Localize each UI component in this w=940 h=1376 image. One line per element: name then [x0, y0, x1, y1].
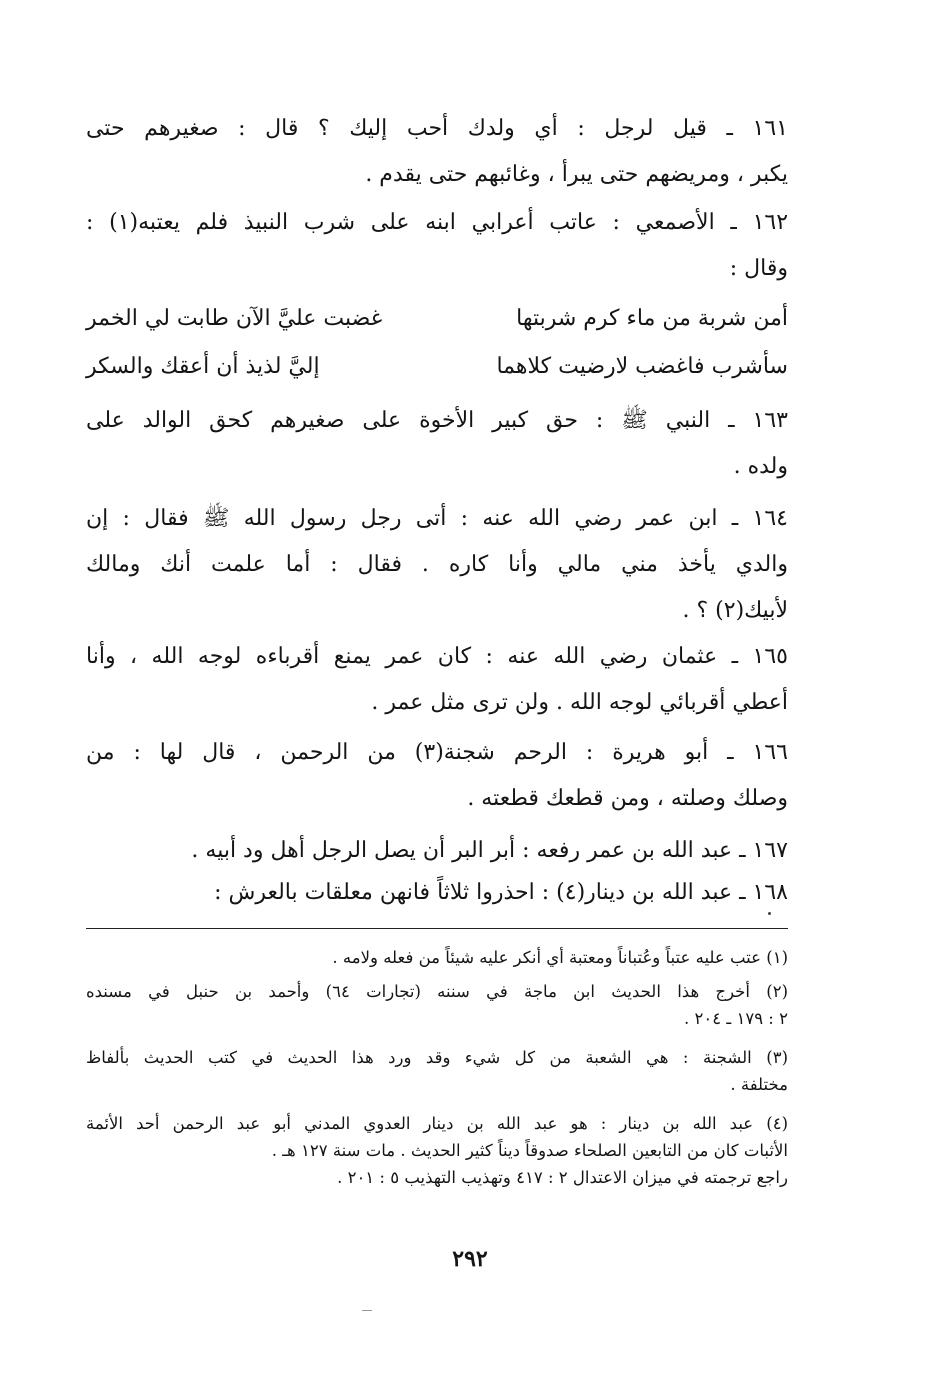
text-line: ١٦٨ ـ عبد الله بن دينار(٤) : احذروا ثلاثاً فانهن معلقات بالعرش :: [214, 880, 788, 905]
footnote-divider: [86, 928, 788, 929]
footnote-2: [86, 978, 788, 1032]
entry-162: [86, 200, 788, 292]
text-line: ١٦٦ ـ أبو هريرة : الرحم شجنة(٣) من الرحمن ، قال لها : من: [86, 740, 788, 765]
footnote-4: [86, 1110, 788, 1191]
footnote-line: (١) عتب عليه عتباً وعُتباناً ومعتبة أي أنكر عليه شيئاً من فعله ولامه .: [332, 948, 788, 967]
footnote-line: الأثبات كان من التابعين الصلحاء صدوقاً ديناً كثير الحديث . مات سنة ١٢٧ هـ .: [271, 1141, 788, 1160]
footnote-line: (٢) أخرج هذا الحديث ابن ماجة في سننه (تجارات ٦٤) وأحمد بن حنبل في مسنده: [86, 982, 788, 1001]
text-line: وقال :: [729, 256, 788, 281]
page-number: ٢٩٢: [452, 1246, 488, 1272]
entry-167: [86, 828, 788, 874]
text-line: ١٦٣ ـ النبي ﷺ : حق كبير الأخوة على صغيرهم كحق الوالد على: [86, 408, 788, 433]
text-line: ١٦٤ ـ ابن عمر رضي الله عنه : أتى رجل رسول الله ﷺ فقال : إن: [86, 506, 788, 531]
text-line: ولده .: [733, 454, 788, 479]
text-line: ١٦١ ـ قيل لرجل : أي ولدك أحب إليك ؟ قال : صغيرهم حتى: [86, 116, 788, 141]
entry-168: [86, 870, 788, 916]
text-line: أعطي أقربائي لوجه الله . ولن ترى مثل عمر .: [371, 690, 788, 715]
entry-164: [86, 496, 788, 634]
footnote-line: مختلفة .: [730, 1075, 788, 1094]
footnote-line: (٤) عبد الله بن دينار : هو عبد الله بن دينار العدوي المدني أبو عبد الرحمن أحد الأئمة: [86, 1114, 788, 1133]
footnote-3: [86, 1044, 788, 1098]
text-line: يكبر ، ومريضهم حتى يبرأ ، وغائبهم حتى يقدم .: [365, 162, 788, 187]
margin-dot: [768, 912, 771, 915]
scan-mark: [362, 1310, 372, 1311]
text-line: ١٦٧ ـ عبد الله بن عمر رفعه : أبر البر أن يصل الرجل أهل ود أبيه .: [191, 838, 788, 863]
entry-161: [86, 106, 788, 198]
entry-165: [86, 634, 788, 726]
verse-2-second-hemistich: إليَّ لذيذ أن أعقك والسكر: [86, 354, 320, 379]
entry-163: [86, 398, 788, 490]
verse-1-first-hemistich: أمن شربة من ماء كرم شربتها: [516, 306, 788, 331]
text-line: لأبيك(٢) ؟ .: [682, 598, 788, 623]
footnote-line: ٢ : ١٧٩ ـ ٢٠٤ .: [684, 1009, 788, 1028]
footnote-1: [86, 944, 788, 971]
verse-2-first-hemistich: سأشرب فاغضب لارضيت كلاهما: [496, 354, 788, 379]
verse-1-second-hemistich: غضبت عليَّ الآن طابت لي الخمر: [86, 306, 383, 331]
text-line: ١٦٢ ـ الأصمعي : عاتب أعرابي ابنه على شرب النبيذ فلم يعتبه(١) :: [86, 210, 788, 235]
text-line: وصلك وصلته ، ومن قطعك قطعته .: [467, 786, 788, 811]
text-line: والدي يأخذ مني مالي وأنا كاره . فقال : أما علمت أنك ومالك: [86, 552, 788, 577]
entry-166: [86, 730, 788, 822]
footnote-line: راجع ترجمته في ميزان الاعتدال ٢ : ٤١٧ وتهذيب التهذيب ٥ : ٢٠١ .: [337, 1168, 788, 1187]
text-line: ١٦٥ ـ عثمان رضي الله عنه : كان عمر يمنع أقرباءه لوجه الله ، وأنا: [86, 644, 788, 669]
footnote-line: (٣) الشجنة : هي الشعبة من كل شيء وقد ورد هذا الحديث في كتب الحديث بألفاظ: [86, 1048, 788, 1067]
